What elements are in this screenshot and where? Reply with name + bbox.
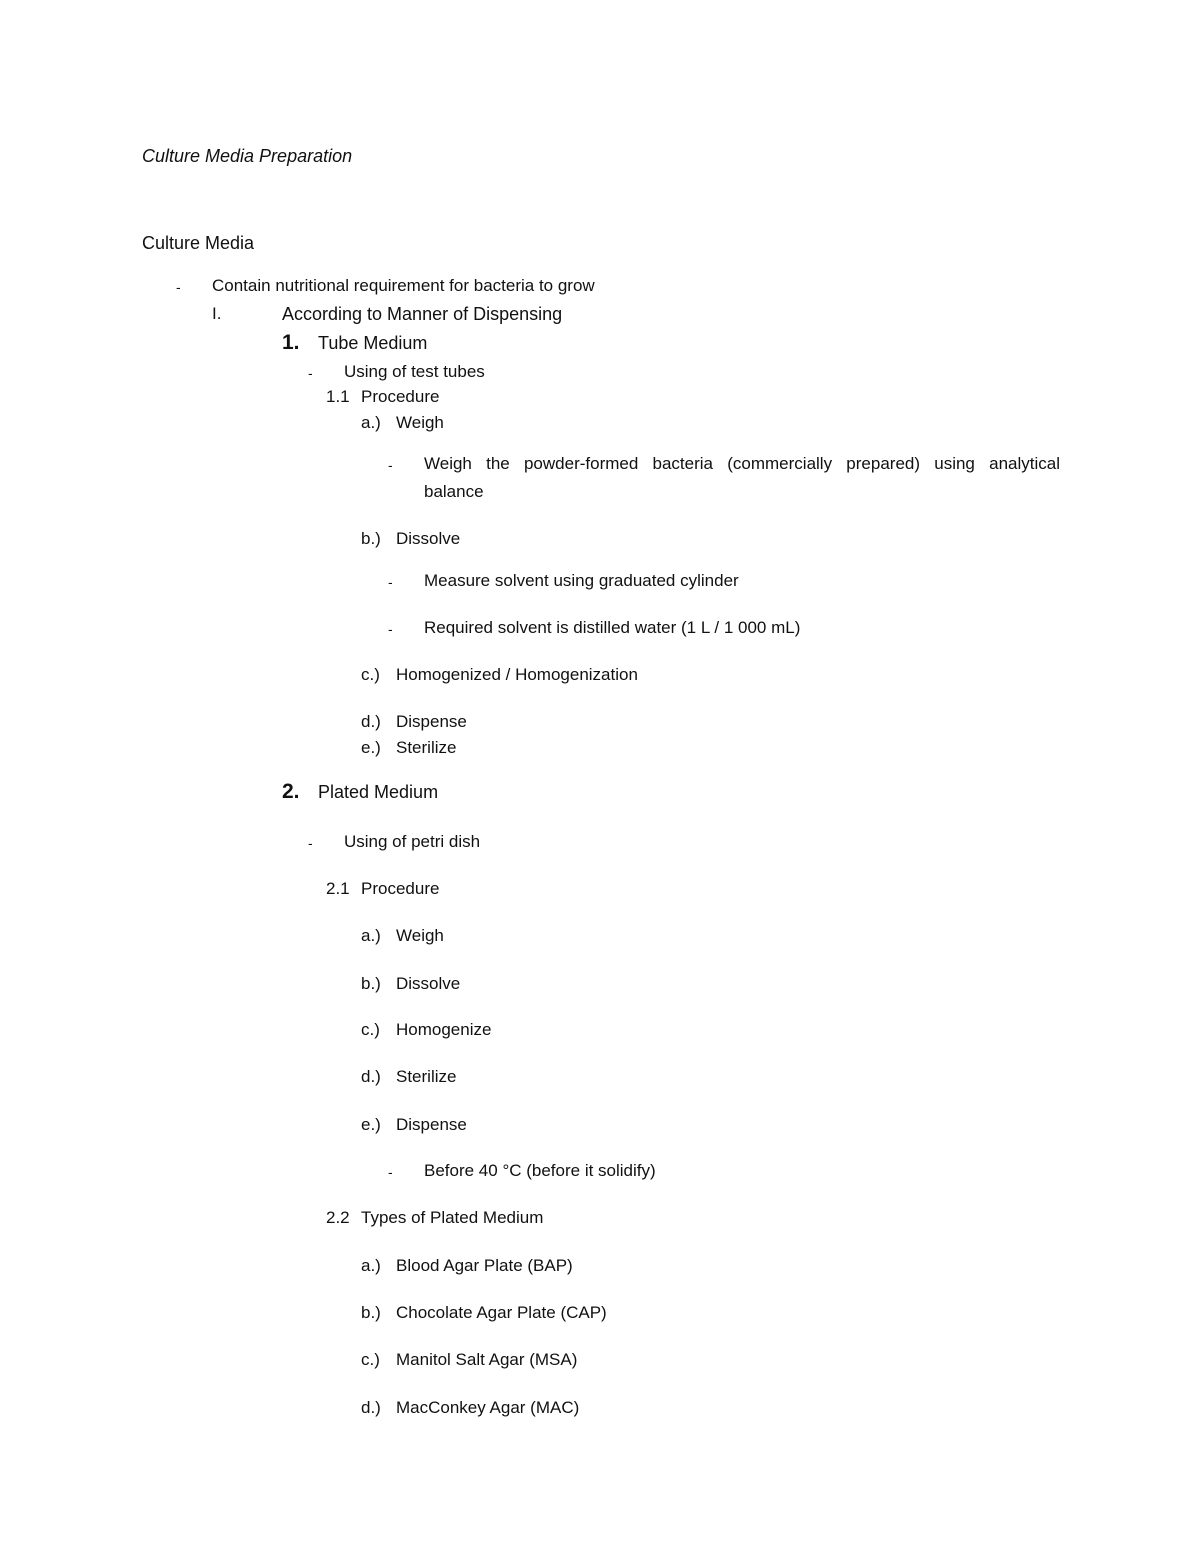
tube-step-label: Sterilize xyxy=(396,738,457,757)
document-title: Culture Media Preparation xyxy=(142,146,353,166)
type-label: MacConkey Agar (MAC) xyxy=(396,1398,580,1417)
type-marker: b.) xyxy=(361,1303,381,1322)
plated-procedure-number: 2.1 xyxy=(326,879,350,898)
dissolve-note: Required solvent is distilled water (1 L / 1 000 mL) xyxy=(424,618,801,637)
definition-text: Contain nutritional requirement for bacteria to grow xyxy=(212,276,595,295)
tube-step-marker: e.) xyxy=(361,738,381,757)
plated-step-marker: a.) xyxy=(361,926,381,945)
tube-step-label: Weigh xyxy=(396,413,444,432)
plated-step-marker: c.) xyxy=(361,1020,380,1039)
bullet-dash: - xyxy=(388,457,393,473)
plated-step-label: Homogenize xyxy=(396,1020,492,1039)
bullet-dash: - xyxy=(388,1164,393,1180)
tube-usage: Using of test tubes xyxy=(344,362,485,381)
plated-usage: Using of petri dish xyxy=(344,832,481,851)
plated-step-marker: b.) xyxy=(361,974,381,993)
weigh-note-line-2: balance xyxy=(424,482,484,501)
tube-step-marker: c.) xyxy=(361,665,380,684)
dispense-note: Before 40 °C (before it solidify) xyxy=(424,1161,656,1180)
tube-step-marker: a.) xyxy=(361,413,381,432)
plated-medium-number: 2. xyxy=(282,780,300,803)
plated-step-label: Dissolve xyxy=(396,974,461,993)
tube-step-marker: d.) xyxy=(361,712,381,731)
type-label: Chocolate Agar Plate (CAP) xyxy=(396,1303,607,1322)
bullet-dash: - xyxy=(388,574,393,590)
tube-step-label: Dispense xyxy=(396,712,467,731)
bullet-dash: - xyxy=(308,835,313,851)
tube-procedure-number: 1.1 xyxy=(326,387,350,406)
section-heading: Culture Media xyxy=(142,233,255,253)
plated-step-label: Dispense xyxy=(396,1115,467,1134)
plated-step-marker: d.) xyxy=(361,1067,381,1086)
type-marker: d.) xyxy=(361,1398,381,1417)
type-marker: c.) xyxy=(361,1350,380,1369)
tube-procedure-label: Procedure xyxy=(361,387,440,406)
type-label: Blood Agar Plate (BAP) xyxy=(396,1256,573,1275)
bullet-dash: - xyxy=(176,279,181,295)
tube-step-label: Homogenized / Homogenization xyxy=(396,665,638,684)
types-number: 2.2 xyxy=(326,1208,350,1227)
bullet-dash: - xyxy=(308,365,313,381)
tube-step-label: Dissolve xyxy=(396,529,461,548)
plated-procedure-label: Procedure xyxy=(361,879,440,898)
tube-medium-number: 1. xyxy=(282,331,300,354)
plated-medium-label: Plated Medium xyxy=(318,782,439,802)
plated-step-marker: e.) xyxy=(361,1115,381,1134)
plated-step-label: Weigh xyxy=(396,926,444,945)
weigh-note-line-1: Weigh the powder-formed bacteria (commercially prepared) using analytical xyxy=(424,454,1060,473)
types-label: Types of Plated Medium xyxy=(361,1208,544,1227)
bullet-dash: - xyxy=(388,621,393,637)
type-label: Manitol Salt Agar (MSA) xyxy=(396,1350,578,1369)
type-marker: a.) xyxy=(361,1256,381,1275)
section-numeral: I. xyxy=(212,304,222,323)
tube-medium-label: Tube Medium xyxy=(318,333,428,353)
section-label: According to Manner of Dispensing xyxy=(282,304,563,324)
plated-step-label: Sterilize xyxy=(396,1067,457,1086)
dissolve-note: Measure solvent using graduated cylinder xyxy=(424,571,739,590)
tube-step-marker: b.) xyxy=(361,529,381,548)
